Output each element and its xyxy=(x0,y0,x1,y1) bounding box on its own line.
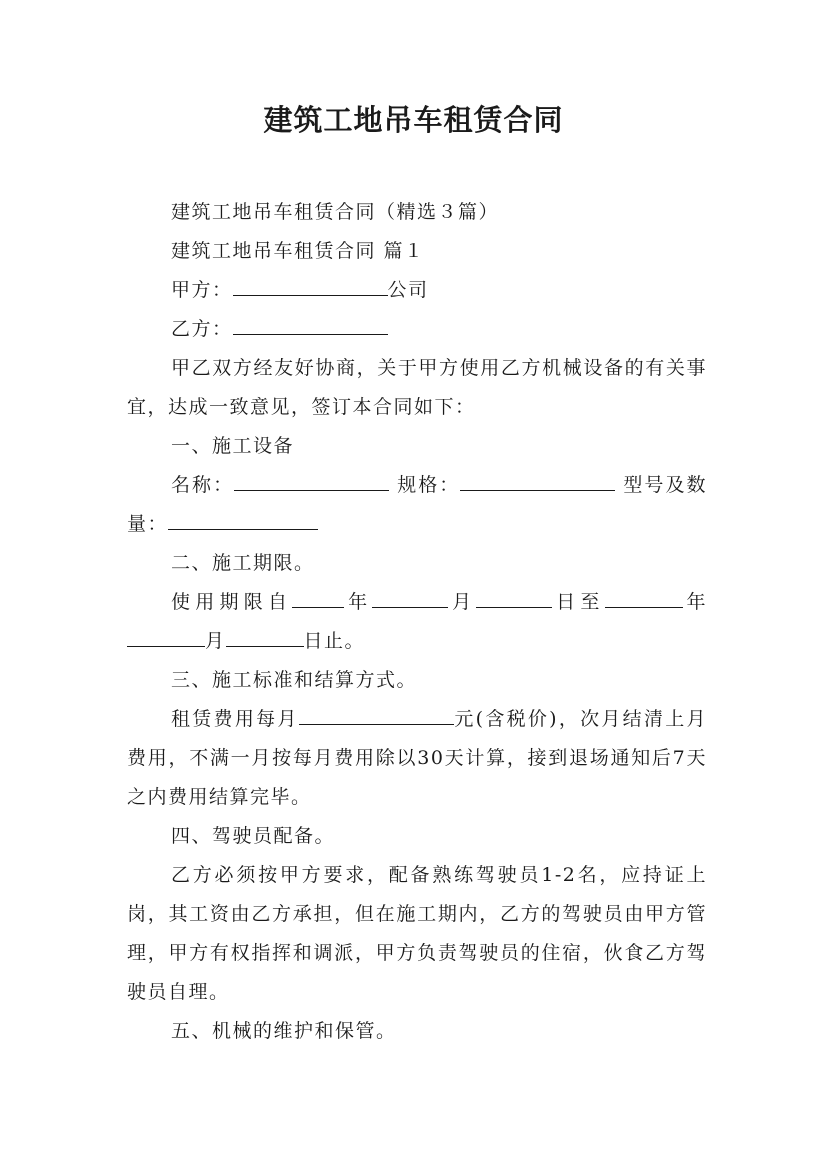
monthly-fee-blank xyxy=(299,702,454,725)
period-day-end-label: 日止。 xyxy=(303,630,366,652)
party-a-line xyxy=(127,271,707,310)
section-3-heading: 三、施工标准和结算方式。 xyxy=(171,669,418,691)
period-year-label: 年 xyxy=(344,591,373,613)
fee-paragraph xyxy=(127,700,707,817)
period-day-to-label: 日至 xyxy=(552,591,605,613)
section-4-heading: 四、驾驶员配备。 xyxy=(171,825,336,847)
start-year-blank xyxy=(292,585,344,608)
start-month-blank xyxy=(372,585,448,608)
equipment-spec-label: 规格： xyxy=(397,474,461,496)
party-a-label: 甲方： xyxy=(171,279,233,301)
party-b-blank xyxy=(233,312,388,335)
period-prefix: 使用期限自 xyxy=(171,591,293,613)
period-month-label: 月 xyxy=(448,591,477,613)
document-title: 建筑工地吊车租赁合同 xyxy=(263,103,564,137)
subtitle: 建筑工地吊车租赁合同（精选３篇） xyxy=(171,201,500,223)
fee-prefix: 租赁费用每月 xyxy=(171,708,299,730)
party-b-label: 乙方： xyxy=(171,318,233,340)
equipment-name-label: 名称： xyxy=(171,474,235,496)
section-4-paragraph: 乙方必须按甲方要求，配备熟练驾驶员1-2名，应持证上岗，其工资由乙方承担，但在施工期内，乙方的驾驶员由甲方管理，甲方有权指挥和调派，甲方负责驾驶员的住宿，伙食乙方驾驶员自理。 xyxy=(127,864,707,1003)
party-a-suffix: 公司 xyxy=(387,279,429,301)
equipment-spec-blank xyxy=(460,468,615,491)
party-a-blank xyxy=(233,273,388,296)
period-end-month-label: 月 xyxy=(205,630,226,652)
end-year-blank xyxy=(605,585,683,608)
end-day-blank xyxy=(226,624,304,647)
equipment-model-label: 型号及数量： xyxy=(127,474,707,535)
start-day-blank xyxy=(476,585,552,608)
equipment-line xyxy=(127,466,707,544)
intro-paragraph: 甲乙双方经友好协商，关于甲方使用乙方机械设备的有关事宜，达成一致意见，签订本合同如下： xyxy=(127,357,707,418)
period-line xyxy=(127,583,707,661)
chapter-heading: 建筑工地吊车租赁合同 篇１ xyxy=(171,240,425,262)
document-body xyxy=(127,193,707,1051)
section-1-heading: 一、施工设备 xyxy=(171,435,295,457)
end-month-blank xyxy=(127,624,205,647)
party-b-line xyxy=(127,310,707,349)
section-2-heading: 二、施工期限。 xyxy=(171,552,315,574)
equipment-name-blank xyxy=(234,468,389,491)
section-5-heading: 五、机械的维护和保管。 xyxy=(171,1020,397,1042)
fee-suffix: 元(含税价)，次月结清上月费用，不满一月按每月费用除以30天计算，接到退场通知后7天之内费用结算完毕。 xyxy=(127,708,707,808)
period-end-year-label: 年 xyxy=(682,591,707,613)
equipment-model-blank xyxy=(168,507,318,530)
